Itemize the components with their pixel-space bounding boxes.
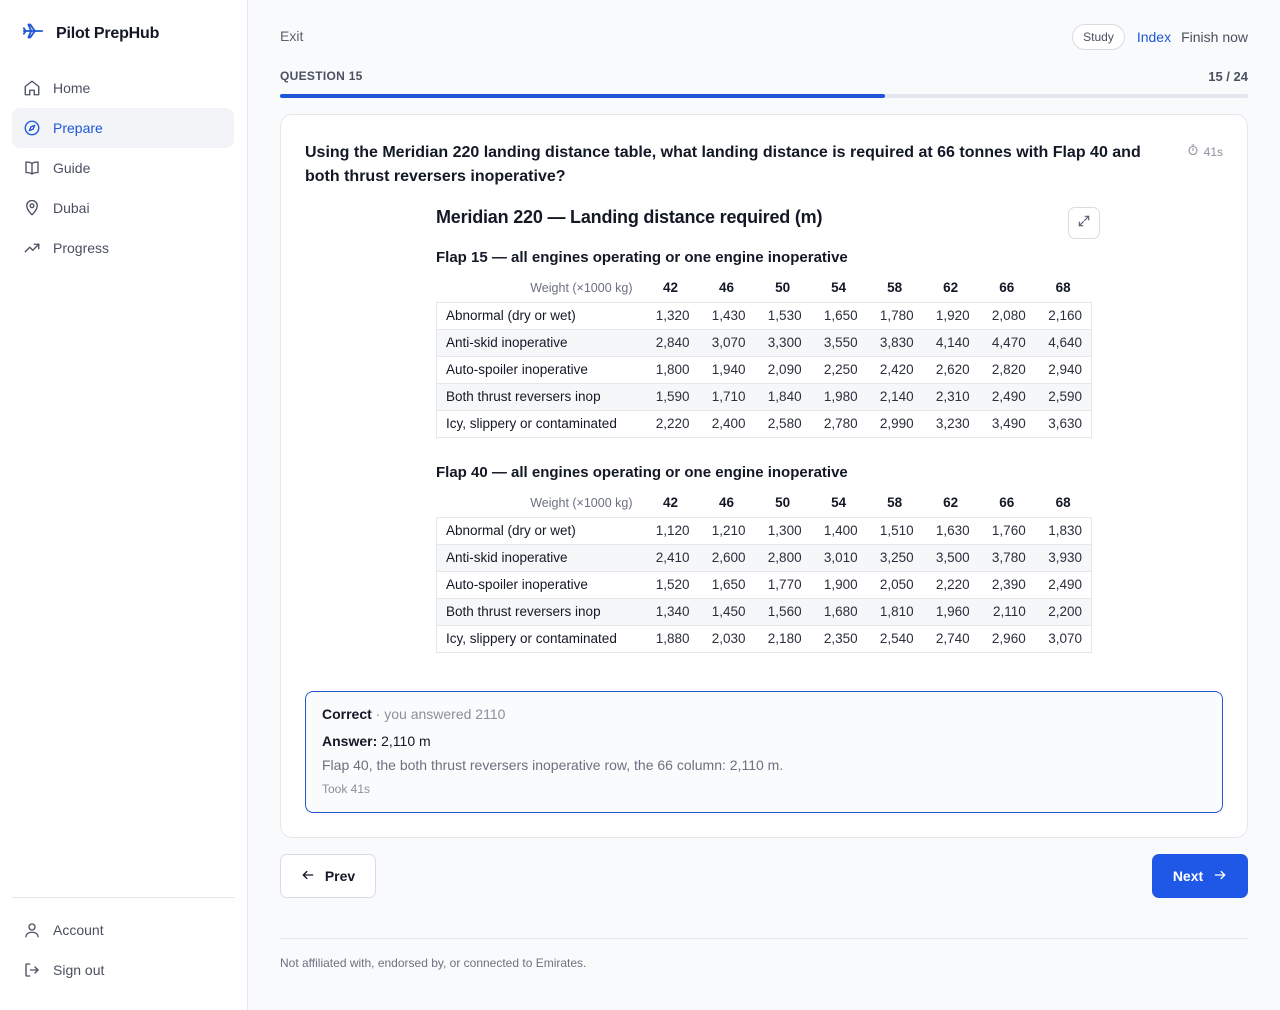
weight-header: 58 <box>887 495 903 511</box>
table-cell: 1,520 <box>643 571 699 598</box>
table-cell: 3,230 <box>923 410 979 437</box>
table-cell: 2,090 <box>755 356 811 383</box>
weight-header: 50 <box>775 280 791 296</box>
table-cell: 1,210 <box>699 517 755 544</box>
table-cell: 1,940 <box>699 356 755 383</box>
plane-icon <box>22 20 44 47</box>
table-cell: 3,490 <box>979 410 1035 437</box>
table-cell: 2,400 <box>699 410 755 437</box>
table-header-row <box>437 274 1092 302</box>
section-title-flap-15: Flap 15 — all engines operating or one engine inoperative <box>436 249 848 266</box>
table-row <box>437 544 1092 571</box>
table-cell: 3,630 <box>1035 410 1092 437</box>
table-cell: 1,710 <box>699 383 755 410</box>
answer-value: 2,110 m <box>377 733 431 749</box>
sidebar-item-prepare[interactable] <box>12 108 234 148</box>
question-count: 15 / 24 <box>1208 69 1248 84</box>
table-cell: 2,110 <box>979 598 1035 625</box>
table-cell: 1,770 <box>755 571 811 598</box>
prev-button[interactable] <box>280 854 376 898</box>
table-cell: 2,490 <box>979 383 1035 410</box>
table-cell: 1,680 <box>811 598 867 625</box>
table-cell: 2,160 <box>1035 302 1092 329</box>
table-cell: 2,590 <box>1035 383 1092 410</box>
weight-header: 54 <box>831 280 847 296</box>
sidebar-item-progress[interactable] <box>12 228 234 268</box>
table-cell: 1,900 <box>811 571 867 598</box>
table-cell: 2,220 <box>643 410 699 437</box>
table-cell: 2,350 <box>811 625 867 652</box>
table-cell: 4,470 <box>979 329 1035 356</box>
question-card <box>280 114 1248 838</box>
table-cell: 1,590 <box>643 383 699 410</box>
table-cell: 3,010 <box>811 544 867 571</box>
expand-icon <box>1077 214 1091 233</box>
table-flap-15 <box>436 274 1092 438</box>
table-cell: 3,500 <box>923 544 979 571</box>
table-cell: 2,490 <box>1035 571 1092 598</box>
row-label: Both thrust reversers inop <box>437 598 643 625</box>
weight-header: 58 <box>887 280 903 296</box>
table-cell: 1,650 <box>811 302 867 329</box>
answer-feedback <box>305 691 1223 813</box>
table-header-row <box>437 489 1092 517</box>
sidebar-bottom-nav <box>12 910 234 990</box>
table-row <box>437 329 1092 356</box>
sidebar <box>0 0 248 1010</box>
table-cell: 2,960 <box>979 625 1035 652</box>
row-label: Abnormal (dry or wet) <box>437 302 643 329</box>
table-cell: 1,830 <box>1035 517 1092 544</box>
table-row <box>437 625 1092 652</box>
table-cell: 2,840 <box>643 329 699 356</box>
sidebar-item-guide[interactable] <box>12 148 234 188</box>
table-cell: 4,640 <box>1035 329 1092 356</box>
table-cell: 3,550 <box>811 329 867 356</box>
table-cell: 1,810 <box>867 598 923 625</box>
table-row <box>437 383 1092 410</box>
table-cell: 2,050 <box>867 571 923 598</box>
sign-out-icon <box>23 961 41 979</box>
table-body-flap-15 <box>437 302 1092 437</box>
table-cell: 2,600 <box>699 544 755 571</box>
weight-header: 54 <box>831 495 847 511</box>
trending-up-icon <box>23 239 41 257</box>
table-cell: 1,800 <box>643 356 699 383</box>
table-cell: 2,940 <box>1035 356 1092 383</box>
table-cell: 2,780 <box>811 410 867 437</box>
table-cell: 2,220 <box>923 571 979 598</box>
table-cell: 4,140 <box>923 329 979 356</box>
topbar <box>280 24 1248 50</box>
table-cell: 2,820 <box>979 356 1035 383</box>
row-label: Icy, slippery or contaminated <box>437 410 643 437</box>
table-cell: 1,450 <box>699 598 755 625</box>
feedback-answer <box>322 733 1206 749</box>
table-cell: 1,760 <box>979 517 1035 544</box>
table-cell: 2,990 <box>867 410 923 437</box>
table-row <box>437 302 1092 329</box>
table-cell: 2,620 <box>923 356 979 383</box>
stopwatch-icon <box>1187 144 1199 159</box>
weight-header: 46 <box>719 495 735 511</box>
weight-header: 46 <box>719 280 735 296</box>
question-text: Using the Meridian 220 landing distance table, what landing distance is required at 66 tonnes with Flap 40 and both thrust reversers inoperative? <box>305 144 1141 185</box>
question-progress-header <box>280 69 1248 85</box>
row-label: Both thrust reversers inop <box>437 383 643 410</box>
table-cell: 2,800 <box>755 544 811 571</box>
book-icon <box>23 159 41 177</box>
exit-link[interactable]: Exit <box>280 28 304 44</box>
top-actions <box>1072 24 1248 50</box>
table-cell: 3,070 <box>1035 625 1092 652</box>
table-cell: 1,960 <box>923 598 979 625</box>
table-cell: 1,340 <box>643 598 699 625</box>
timer-value: 41s <box>1203 144 1223 159</box>
answer-label: Answer: <box>322 733 378 749</box>
row-label: Auto-spoiler inoperative <box>437 356 643 383</box>
table-cell: 2,250 <box>811 356 867 383</box>
weight-header: 62 <box>943 495 959 511</box>
table-cell: 2,580 <box>755 410 811 437</box>
row-label: Anti-skid inoperative <box>437 544 643 571</box>
prev-label: Prev <box>324 868 356 884</box>
row-label: Abnormal (dry or wet) <box>437 517 643 544</box>
table-cell: 3,780 <box>979 544 1035 571</box>
sidebar-item-account[interactable] <box>12 910 234 950</box>
table-cell: 2,410 <box>643 544 699 571</box>
table-flap-40 <box>436 489 1092 653</box>
table-body-flap-40 <box>437 517 1092 652</box>
table-cell: 3,070 <box>699 329 755 356</box>
home-icon <box>23 79 41 97</box>
footer-divider <box>280 938 1248 939</box>
row-label: Auto-spoiler inoperative <box>437 571 643 598</box>
weight-header: 66 <box>999 280 1015 296</box>
timer <box>1187 144 1223 159</box>
row-label: Anti-skid inoperative <box>437 329 643 356</box>
feedback-answered: · you answered 2110 <box>371 706 506 722</box>
compass-icon <box>23 119 41 137</box>
table-cell: 1,430 <box>699 302 755 329</box>
progress-bar <box>280 94 1248 98</box>
weight-header: 42 <box>663 495 679 511</box>
table-cell: 2,030 <box>699 625 755 652</box>
table-cell: 1,880 <box>643 625 699 652</box>
progress-bar-fill <box>280 94 885 98</box>
table-row <box>437 571 1092 598</box>
table-row <box>437 517 1092 544</box>
weight-label: Weight (×1000 kg) <box>530 495 633 510</box>
landing-distance-table <box>436 207 1092 646</box>
table-row <box>437 598 1092 625</box>
sidebar-nav <box>12 68 234 268</box>
table-cell: 2,080 <box>979 302 1035 329</box>
table-cell: 1,510 <box>867 517 923 544</box>
table-cell: 2,180 <box>755 625 811 652</box>
table-cell: 1,920 <box>923 302 979 329</box>
next-button[interactable] <box>1152 854 1248 898</box>
map-pin-icon <box>23 199 41 217</box>
feedback-status: Correct <box>322 706 372 722</box>
weight-header: 66 <box>999 495 1015 511</box>
feedback-explanation: Flap 40, the both thrust reversers inoperative row, the 66 column: 2,110 m. <box>322 757 784 773</box>
table-cell: 1,980 <box>811 383 867 410</box>
table-cell: 2,740 <box>923 625 979 652</box>
arrow-right-icon <box>1213 868 1227 885</box>
sidebar-item-home[interactable] <box>12 68 234 108</box>
table-cell: 1,630 <box>923 517 979 544</box>
feedback-status-line <box>322 706 1206 722</box>
table-cell: 2,310 <box>923 383 979 410</box>
table-cell: 1,530 <box>755 302 811 329</box>
table-cell: 1,320 <box>643 302 699 329</box>
table-cell: 3,250 <box>867 544 923 571</box>
table-cell: 3,300 <box>755 329 811 356</box>
next-label: Next <box>1172 868 1204 884</box>
table-cell: 2,420 <box>867 356 923 383</box>
weight-header: 50 <box>775 495 791 511</box>
sidebar-item-label: Sign out <box>53 962 105 978</box>
table-cell: 3,930 <box>1035 544 1092 571</box>
weight-header: 42 <box>663 280 679 296</box>
weight-header: 68 <box>1055 280 1071 296</box>
table-cell: 2,540 <box>867 625 923 652</box>
arrow-left-icon <box>301 868 315 885</box>
table-cell: 2,200 <box>1035 598 1092 625</box>
table-cell: 1,400 <box>811 517 867 544</box>
table-cell: 2,390 <box>979 571 1035 598</box>
sidebar-divider <box>12 897 235 898</box>
row-label: Icy, slippery or contaminated <box>437 625 643 652</box>
weight-label: Weight (×1000 kg) <box>530 280 633 295</box>
section-title-flap-40: Flap 40 — all engines operating or one engine inoperative <box>436 464 848 481</box>
expand-button[interactable] <box>1068 207 1100 239</box>
table-cell: 3,830 <box>867 329 923 356</box>
table-cell: 1,120 <box>643 517 699 544</box>
user-icon <box>23 921 41 939</box>
brand-name: Pilot PrepHub <box>56 24 160 42</box>
table-cell: 1,840 <box>755 383 811 410</box>
sidebar-item-label: Dubai <box>53 200 90 216</box>
table-cell: 2,140 <box>867 383 923 410</box>
sidebar-item-label: Guide <box>53 160 91 176</box>
feedback-took: Took 41s <box>322 782 371 796</box>
table-title: Meridian 220 — Landing distance required (m) <box>436 207 823 227</box>
weight-header: 68 <box>1055 495 1071 511</box>
brand[interactable] <box>22 20 159 47</box>
table-cell: 1,780 <box>867 302 923 329</box>
sidebar-item-sign-out[interactable] <box>12 950 234 990</box>
sidebar-item-label: Home <box>53 80 91 96</box>
sidebar-item-label: Progress <box>53 240 110 256</box>
question-label: QUESTION 15 <box>280 69 363 83</box>
study-badge[interactable]: Study <box>1072 24 1125 50</box>
table-cell: 1,300 <box>755 517 811 544</box>
sidebar-item-label: Prepare <box>53 120 103 136</box>
sidebar-item-label: Account <box>53 922 104 938</box>
table-cell: 1,560 <box>755 598 811 625</box>
sidebar-item-dubai[interactable] <box>12 188 234 228</box>
table-cell: 1,650 <box>699 571 755 598</box>
table-row <box>437 410 1092 437</box>
weight-header: 62 <box>943 280 959 296</box>
finish-now-link[interactable]: Finish now <box>1181 29 1248 45</box>
table-row <box>437 356 1092 383</box>
index-link[interactable]: Index <box>1136 29 1172 45</box>
footer-disclaimer: Not affiliated with, endorsed by, or connected to Emirates. <box>280 956 587 970</box>
